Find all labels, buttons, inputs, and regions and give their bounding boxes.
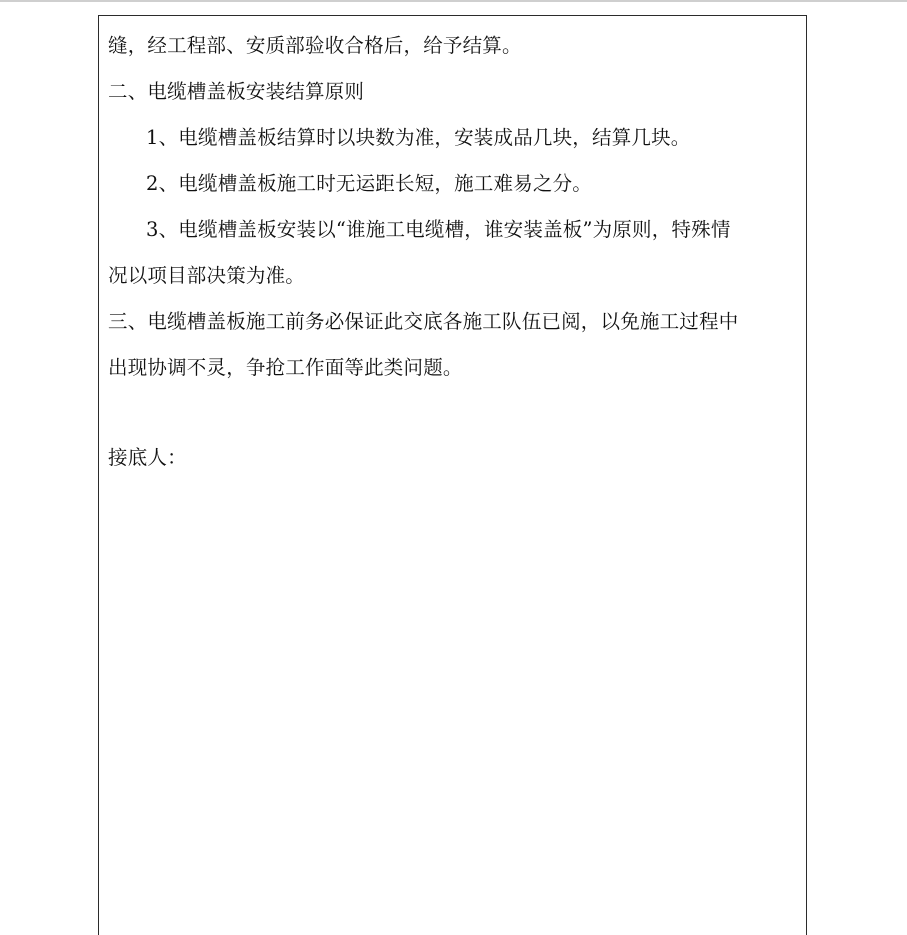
top-rule bbox=[0, 0, 907, 2]
clause-2-3: 3、电缆槽盖板安装以“谁施工电缆槽，谁安装盖板”为原则，特殊情 bbox=[146, 218, 731, 241]
section-heading-3: 三、电缆槽盖板施工前务必保证此交底各施工队伍已阅，以免施工过程中 bbox=[108, 310, 739, 333]
section-heading-2: 二、电缆槽盖板安装结算原则 bbox=[108, 80, 365, 103]
clause-2-3-continued: 况以项目部决策为准。 bbox=[108, 264, 306, 287]
receiver-label: 接底人： bbox=[108, 446, 187, 469]
document-frame bbox=[98, 15, 807, 935]
clause-2-2: 2、电缆槽盖板施工时无运距长短，施工难易之分。 bbox=[146, 172, 593, 195]
text-line-1: 缝，经工程部、安质部验收合格后，给予结算。 bbox=[108, 34, 522, 57]
clause-2-1: 1、电缆槽盖板结算时以块数为准，安装成品几块，结算几块。 bbox=[146, 126, 691, 149]
section-3-continued: 出现协调不灵，争抢工作面等此类问题。 bbox=[108, 356, 463, 379]
